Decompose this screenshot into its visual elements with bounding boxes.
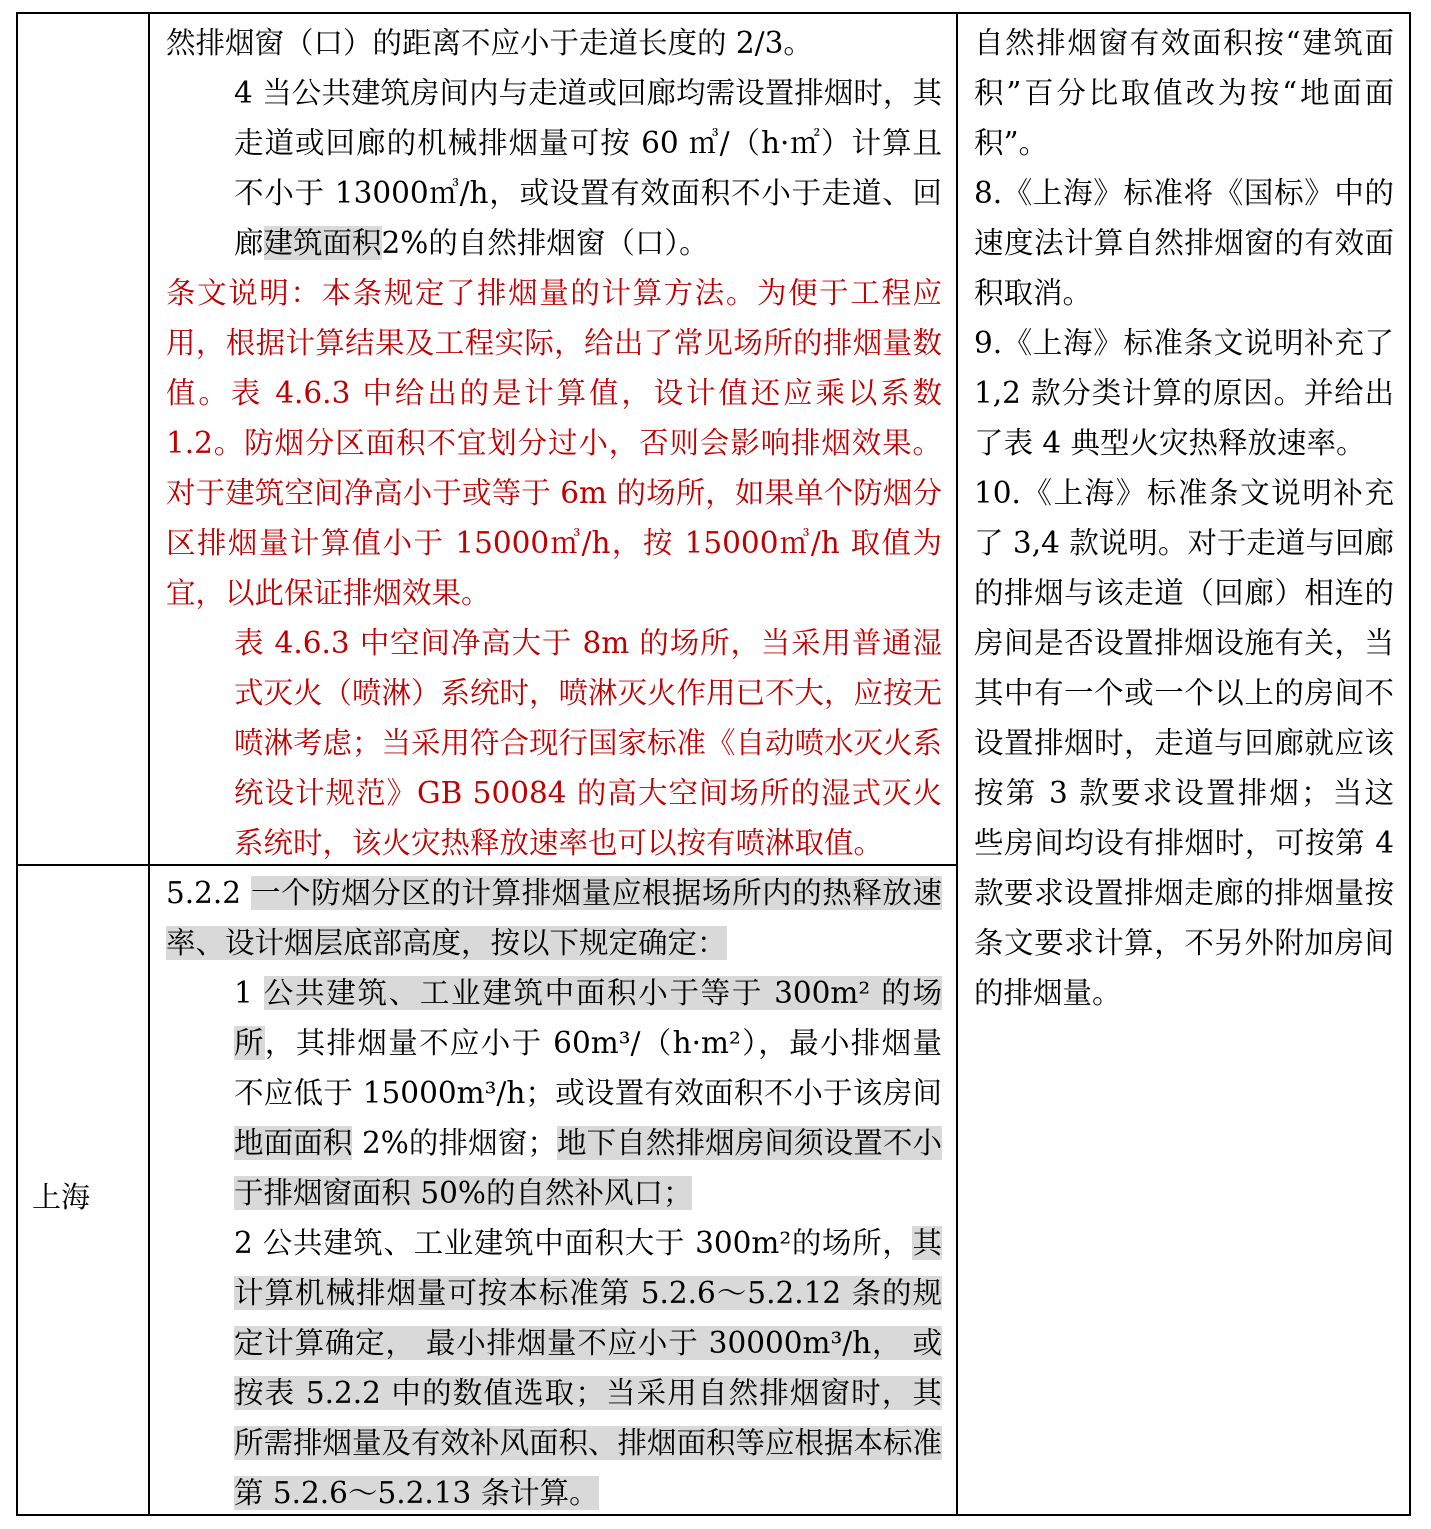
clause-522-item-1 [166, 968, 942, 1218]
note-7-tail: 自然排烟窗有效面积按“建筑面积”百分比取值改为按“地面面积”。 [974, 26, 1394, 160]
item-1-number: 1 [234, 976, 264, 1010]
explanation-red-1: 条文说明：本条规定了排烟量的计算方法。为便于工程应用，根据计算结果及工程实际，给出了常见场所的排烟量数值。表 4.6.3 中给出的是计算值，设计值还应乘以系数 1.2。防烟分区面积不宜划分过小，否则会影响排烟效果。对于建筑空间净高小于或等于 6m 的场所，如果单个防烟分区排烟量计算值小于 15000㎥/h，按 15000㎥/h 取值为宜，以此保证排烟效果。 [166, 276, 942, 610]
clause-522-number: 5.2.2 [166, 876, 252, 910]
right-notes-cell [974, 18, 1394, 1512]
item-2-highlight: 其计算机械排烟量可按本标准第 5.2.6～5.2.12 条的规定计算确定， 最小排烟量不应小于 30000m³/h， 或按表 5.2.2 中的数值选取；当采用自然排烟窗时，其所需排烟量及有效补风面积、排烟面积等应根据本标准第 5.2.6～5.2.13 条计算。 [234, 1226, 942, 1510]
item-1-highlight-1: 公共建筑、工业建筑中面积小于等于 300m² 的场所 [234, 976, 942, 1060]
clause-4-tail: 2%的自然排烟窗（口）。 [381, 226, 709, 260]
clause-522-highlight: 一个防烟分区的计算排烟量应根据场所内的热释放速率、设计烟层底部高度，按以下规定确定： [166, 876, 942, 960]
paragraph-tail: 然排烟窗（口）的距离不应小于走道长度的 2/3。 [166, 26, 813, 60]
item-1-text-2: 2%的排烟窗； [352, 1126, 557, 1160]
note-9: 9.《上海》标准条文说明补充了 1,2 款分类计算的原因。并给出了表 4 典型火灾热释放速率。 [974, 326, 1394, 460]
clause-522-item-2 [166, 1218, 942, 1512]
clause-522 [166, 868, 942, 968]
clause-4-text: 4 当公共建筑房间内与走道或回廊均需设置排烟时，其走道或回廊的机械排烟量可按 60 ㎥/（h·㎡）计算且不小于 13000㎥/h，或设置有效面积不小于走道、回廊 [234, 76, 942, 260]
table-right-border [1409, 12, 1411, 1516]
row-label-shanghai: 上海 [32, 1180, 91, 1214]
middle-bottom-cell [166, 868, 942, 1512]
explanation-red-2: 表 4.6.3 中空间净高大于 8m 的场所，当采用普通湿式灭火（喷淋）系统时，喷淋灭火作用已不大，应按无喷淋考虑；当采用符合现行国家标准《自动喷水灭火系统设计规范》GB 50084 的高大空间场所的湿式灭火系统时，该火灾热释放速率也可以按有喷淋取值。 [234, 626, 942, 860]
table-top-border [16, 12, 1411, 14]
table-left-border [16, 12, 18, 1516]
clause-4-highlight: 建筑面积 [263, 226, 382, 260]
table-bottom-border [16, 1514, 1411, 1516]
col-divider-1 [148, 12, 150, 1516]
note-8: 8.《上海》标准将《国标》中的速度法计算自然排烟窗的有效面积取消。 [974, 176, 1394, 310]
paragraph-clause-4 [166, 68, 942, 268]
row-divider [16, 864, 958, 866]
item-1-highlight-2: 地面面积 [234, 1126, 353, 1160]
note-10: 10.《上海》标准条文说明补充了 3,4 款说明。对于走道与回廊的排烟与该走道（回廊）相连的房间是否设置排烟设施有关，当其中有一个或一个以上的房间不设置排烟时，走道与回廊就应该按第 3 款要求设置排烟；当这些房间均设有排烟时，可按第 4 款要求设置排烟走廊的排烟量按条文要求计算，不另外附加房间的排烟量。 [974, 476, 1394, 1010]
item-1-text: ，其排烟量不应小于 60m³/（h·m²），最小排烟量不应低于 15000m³/h；或设置有效面积不小于该房间 [234, 1026, 942, 1110]
middle-top-cell [166, 18, 942, 862]
item-1-highlight-3: 地下自然排烟房间须设置不小于排烟窗面积 50%的自然补风口； [234, 1126, 942, 1210]
item-2-text: 2 公共建筑、工业建筑中面积大于 300m²的场所， [234, 1226, 913, 1260]
col-divider-2 [956, 12, 958, 1516]
